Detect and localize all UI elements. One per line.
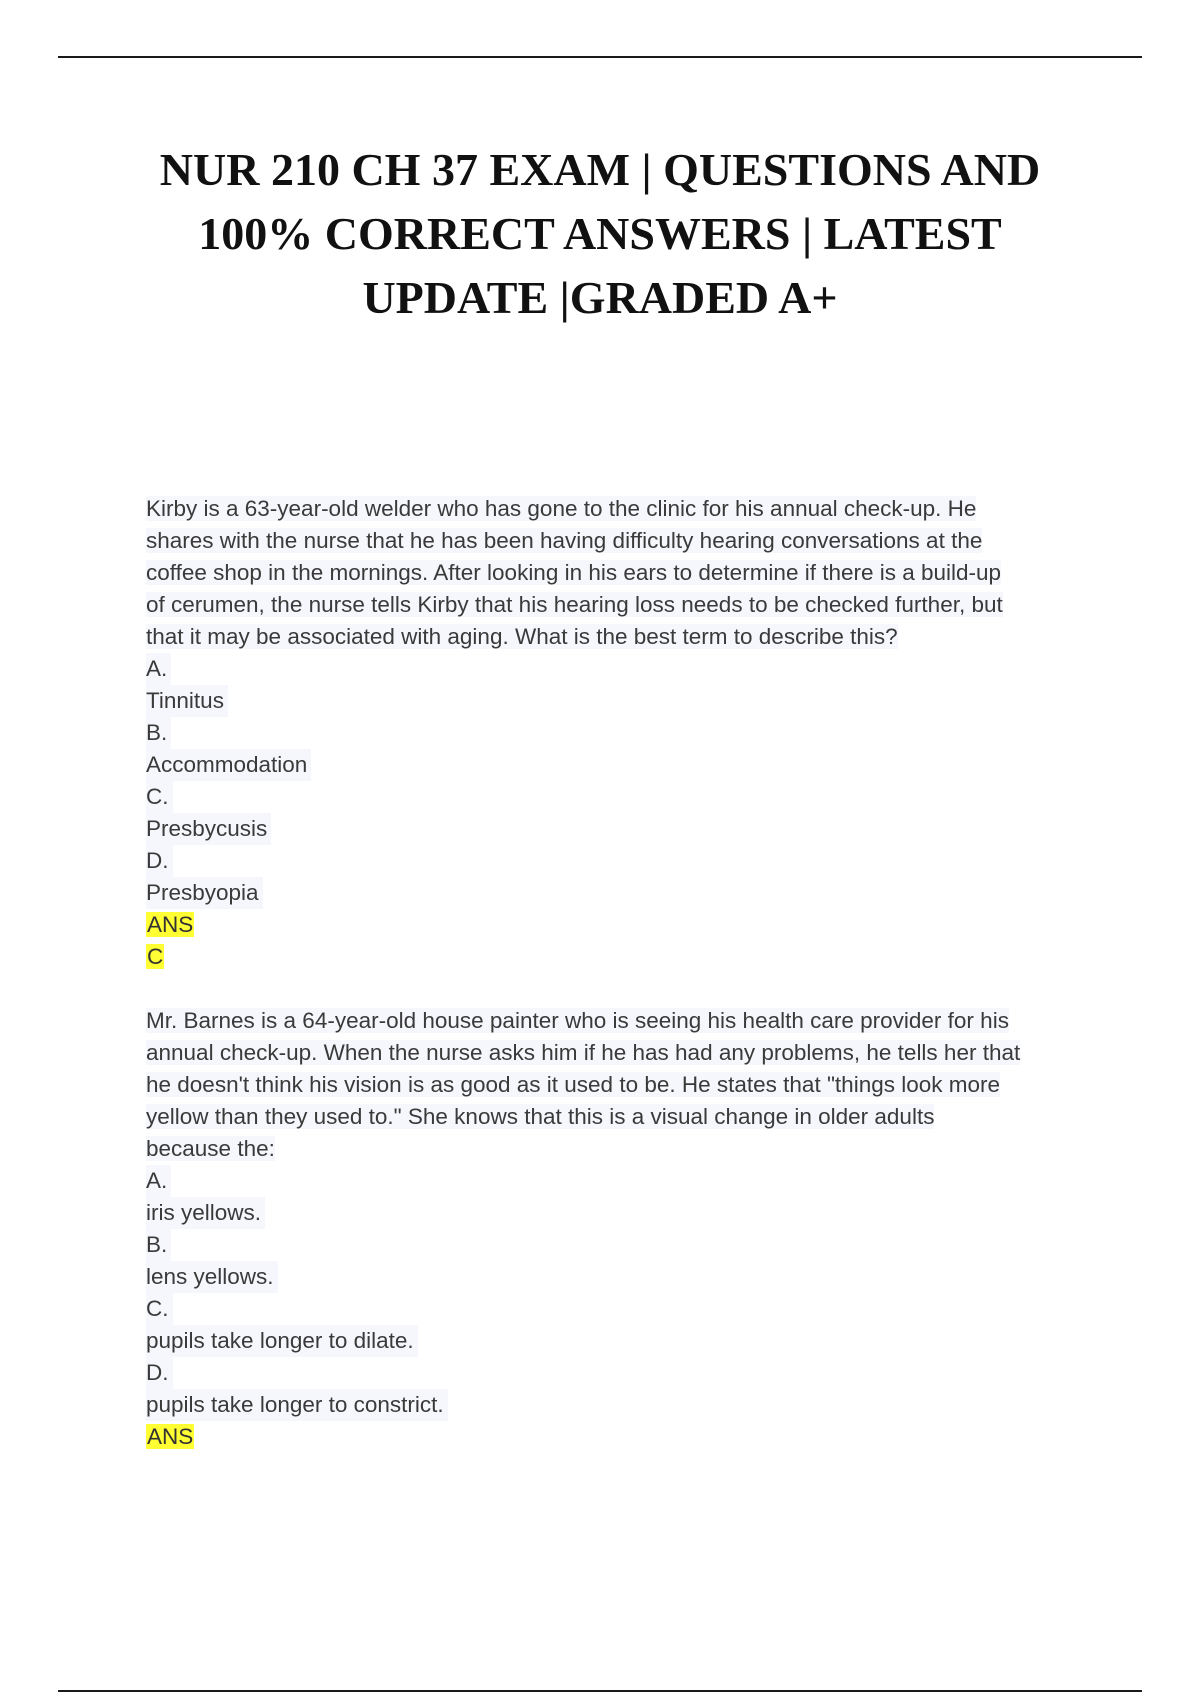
option-letter: B. <box>146 1229 171 1261</box>
option-letter: A. <box>146 1165 171 1197</box>
question-1 <box>146 493 1086 973</box>
stem-line: annual check-up. When the nurse asks him if he has had any problems, he tells her that <box>146 1040 1021 1065</box>
option-text: lens yellows. <box>146 1261 278 1293</box>
document-title <box>100 138 1100 330</box>
option-text: Tinnitus <box>146 685 228 717</box>
stem-line: he doesn't think his vision is as good as it used to be. He states that "things look more <box>146 1072 1001 1097</box>
option-text: Accommodation <box>146 749 311 781</box>
title-line: NUR 210 CH 37 EXAM | QUESTIONS AND <box>159 144 1041 195</box>
option-letter: A. <box>146 653 171 685</box>
option-text: pupils take longer to dilate. <box>146 1325 418 1357</box>
stem-line: coffee shop in the mornings. After looking in his ears to determine if there is a build-up <box>146 560 1002 585</box>
question-stem <box>146 493 1086 653</box>
option-letter: C. <box>146 781 173 813</box>
answer-label: ANS <box>147 1424 194 1449</box>
title-line: 100% CORRECT ANSWERS | LATEST <box>198 208 1002 259</box>
stem-line: of cerumen, the nurse tells Kirby that his hearing loss needs to be checked further, but <box>146 592 1003 617</box>
option-text: Presbyopia <box>146 877 263 909</box>
option-text: Presbycusis <box>146 813 271 845</box>
option-text: iris yellows. <box>146 1197 265 1229</box>
top-rule <box>58 56 1142 58</box>
question-2 <box>146 1005 1086 1453</box>
answer-label: ANS <box>147 912 194 937</box>
stem-line: because the: <box>146 1136 275 1161</box>
stem-line: that it may be associated with aging. What is the best term to describe this? <box>146 624 898 649</box>
stem-line: Kirby is a 63-year-old welder who has gone to the clinic for his annual check-up. He <box>146 496 977 521</box>
stem-line: Mr. Barnes is a 64-year-old house painter who is seeing his health care provider for his <box>146 1008 1009 1033</box>
option-text: pupils take longer to constrict. <box>146 1389 448 1421</box>
option-letter: B. <box>146 717 171 749</box>
option-letter: D. <box>146 845 173 877</box>
answer-value: C <box>147 944 164 969</box>
bottom-rule <box>58 1690 1142 1692</box>
question-stem <box>146 1005 1086 1165</box>
option-letter: C. <box>146 1293 173 1325</box>
option-letter: D. <box>146 1357 173 1389</box>
stem-line: yellow than they used to." She knows that this is a visual change in older adults <box>146 1104 935 1129</box>
title-line: UPDATE |GRADED A+ <box>362 272 838 323</box>
stem-line: shares with the nurse that he has been having difficulty hearing conversations at the <box>146 528 983 553</box>
